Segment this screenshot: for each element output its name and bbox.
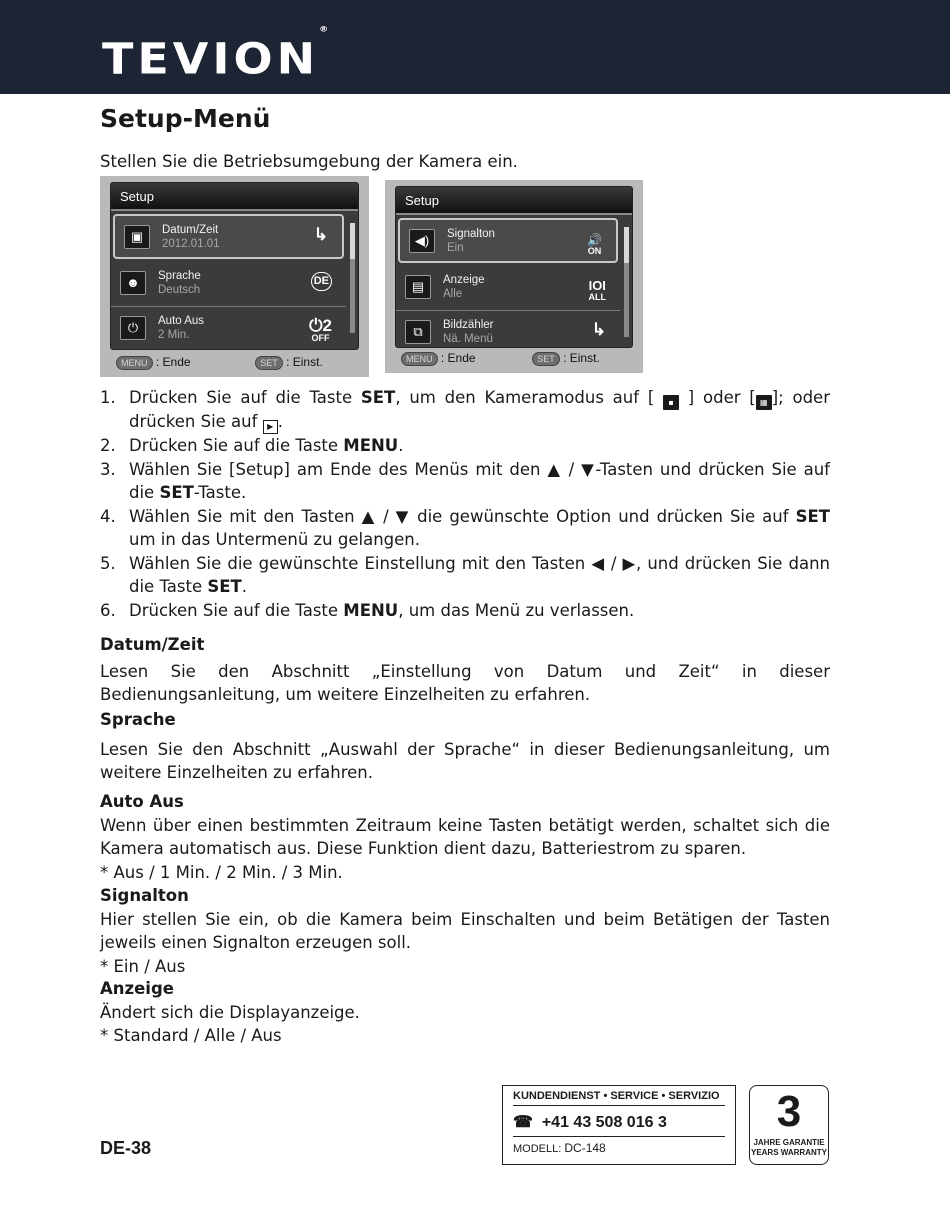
display-icon: ▤ [405, 275, 431, 299]
section-anzeige [100, 977, 830, 1048]
menu-row-sprache [111, 262, 346, 307]
screen-footer [401, 351, 633, 367]
service-title: KUNDENDIENST • SERVICE • SERVIZIO [513, 1090, 725, 1106]
auto-off-icon: ⏻2 OFF [309, 316, 332, 343]
set-key-icon: SET [255, 356, 283, 370]
menu-row-signalton [398, 218, 618, 263]
row-value: 2012.01.01 [162, 238, 220, 250]
section-signalton [100, 884, 830, 978]
warranty-text: JAHRE GARANTIE YEARS WARRANTY [750, 1138, 827, 1157]
camera-screen-2 [385, 180, 643, 373]
row-label: Sprache [158, 270, 201, 282]
section-heading: Auto Aus [100, 792, 184, 811]
menu-row-datum [113, 214, 344, 259]
power-icon: ⏻ [120, 316, 146, 340]
menu-key-icon: MENU [401, 352, 438, 366]
section-autoaus [100, 790, 830, 884]
menu-key-icon: MENU [116, 356, 153, 370]
menu-row-anzeige [396, 266, 620, 311]
calendar-icon: ▣ [124, 225, 150, 249]
warranty-badge [749, 1085, 829, 1165]
page-title: Setup-Menü [100, 104, 271, 133]
section-datum [100, 633, 830, 707]
model-line: MODELL: DC-148 [513, 1141, 606, 1155]
enter-arrow-icon: ↳ [591, 320, 606, 339]
counter-icon: ⧉ [405, 320, 431, 344]
video-mode-icon: ▦ [756, 395, 772, 410]
row-label: Signalton [447, 228, 495, 240]
phone-icon: ☎ [513, 1114, 533, 1131]
step-3: 3. Wählen Sie [Setup] am Ende des Menüs mit den ▲ / ▼-Tasten und drücken Sie auf die SET-Taste. [100, 459, 830, 502]
language-de-icon: DE [311, 272, 332, 291]
section-options: * Standard / Alle / Aus [100, 1026, 282, 1045]
row-value: Nä. Menü [443, 333, 493, 345]
row-label: Bildzähler [443, 319, 494, 331]
row-label: Auto Aus [158, 315, 205, 327]
section-options: * Ein / Aus [100, 956, 186, 976]
language-icon: ☻ [120, 271, 146, 295]
scrollbar [350, 223, 355, 333]
section-text: Lesen Sie den Abschnitt „Einstellung von Datum und Zeit“ in dieser Bedienungsanleitung, um weitere Einzelheiten zu erfahren. [100, 661, 830, 704]
step-2: 2. Drücken Sie auf die Taste MENU. [100, 436, 404, 455]
section-options: * Aus / 1 Min. / 2 Min. / 3 Min. [100, 862, 343, 882]
step-5: 5. Wählen Sie die gewünschte Einstellung mit den Tasten ◀ / ▶, und drücken Sie dann die Taste SET. [100, 553, 830, 596]
footer-set-label: : Einst. [563, 351, 600, 365]
section-heading: Datum/Zeit [100, 635, 205, 654]
screen-footer [116, 355, 359, 371]
row-value: 2 Min. [158, 329, 190, 341]
row-label: Datum/Zeit [162, 224, 219, 236]
scrollbar [624, 227, 629, 337]
menu-row-autoaus [111, 307, 346, 352]
playback-icon: ▶ [263, 420, 278, 434]
camera-screen-1 [100, 176, 369, 377]
sound-on-icon: 🔊 ON [587, 233, 602, 256]
speaker-icon: ◀) [409, 229, 435, 253]
step-1: 1. Drücken Sie auf die Taste SET, um den Kameramodus auf [ ▪ ] oder [ ▦ ]; oder drücken Sie auf ▶ . [100, 386, 830, 434]
instruction-steps [100, 386, 830, 622]
service-phone: ☎ +41 43 508 016 3 [513, 1106, 725, 1137]
footer-end-label: : Ende [440, 351, 476, 365]
service-box [502, 1085, 736, 1165]
camera-mode-icon: ▪ [663, 395, 679, 410]
footer-end-label: : Ende [155, 355, 191, 369]
warranty-years: 3 [776, 1087, 802, 1136]
section-text: Ändert sich die Displayanzeige. [100, 1002, 360, 1022]
screen-title-bar: Setup [396, 187, 632, 215]
section-text: Wenn über einen bestimmten Zeitraum keine Tasten betätigt werden, schaltet sich die Kamera automatisch aus. Diese Funktion dient dazu, Batteriestrom zu sparen. [100, 815, 830, 858]
menu-row-bildzaehler [396, 311, 620, 356]
page-header [0, 0, 950, 94]
brand-logo: TEVION® [102, 24, 329, 84]
enter-arrow-icon: ↳ [313, 225, 328, 244]
section-text: Hier stellen Sie ein, ob die Kamera beim Einschalten und beim Betätigen der Tasten jeweils einen Signalton erzeugen soll. [100, 909, 830, 952]
footer-set-label: : Einst. [286, 355, 323, 369]
section-heading: Anzeige [100, 979, 174, 998]
section-sprache [100, 708, 830, 785]
row-value: Deutsch [158, 284, 201, 296]
section-heading: Signalton [100, 886, 189, 905]
page-number: DE-38 [100, 1138, 152, 1158]
display-all-icon: IOI ALL [588, 278, 606, 302]
intro-text: Stellen Sie die Betriebsumgebung der Kamera ein. [100, 152, 518, 171]
screen-title-bar: Setup [111, 183, 358, 211]
step-4: 4. Wählen Sie mit den Tasten ▲ / ▼ die gewünschte Option und drücken Sie auf SET um in das Untermenü zu gelangen. [100, 506, 830, 549]
set-key-icon: SET [532, 352, 560, 366]
section-heading: Sprache [100, 710, 176, 729]
row-value: Ein [447, 242, 464, 254]
section-text: Lesen Sie den Abschnitt „Auswahl der Sprache“ in dieser Bedienungsanleitung, um weitere Einzelheiten zu erfahren. [100, 739, 830, 782]
step-6: 6. Drücken Sie auf die Taste MENU, um das Menü zu verlassen. [100, 600, 635, 620]
row-value: Alle [443, 288, 463, 300]
row-label: Anzeige [443, 274, 485, 286]
